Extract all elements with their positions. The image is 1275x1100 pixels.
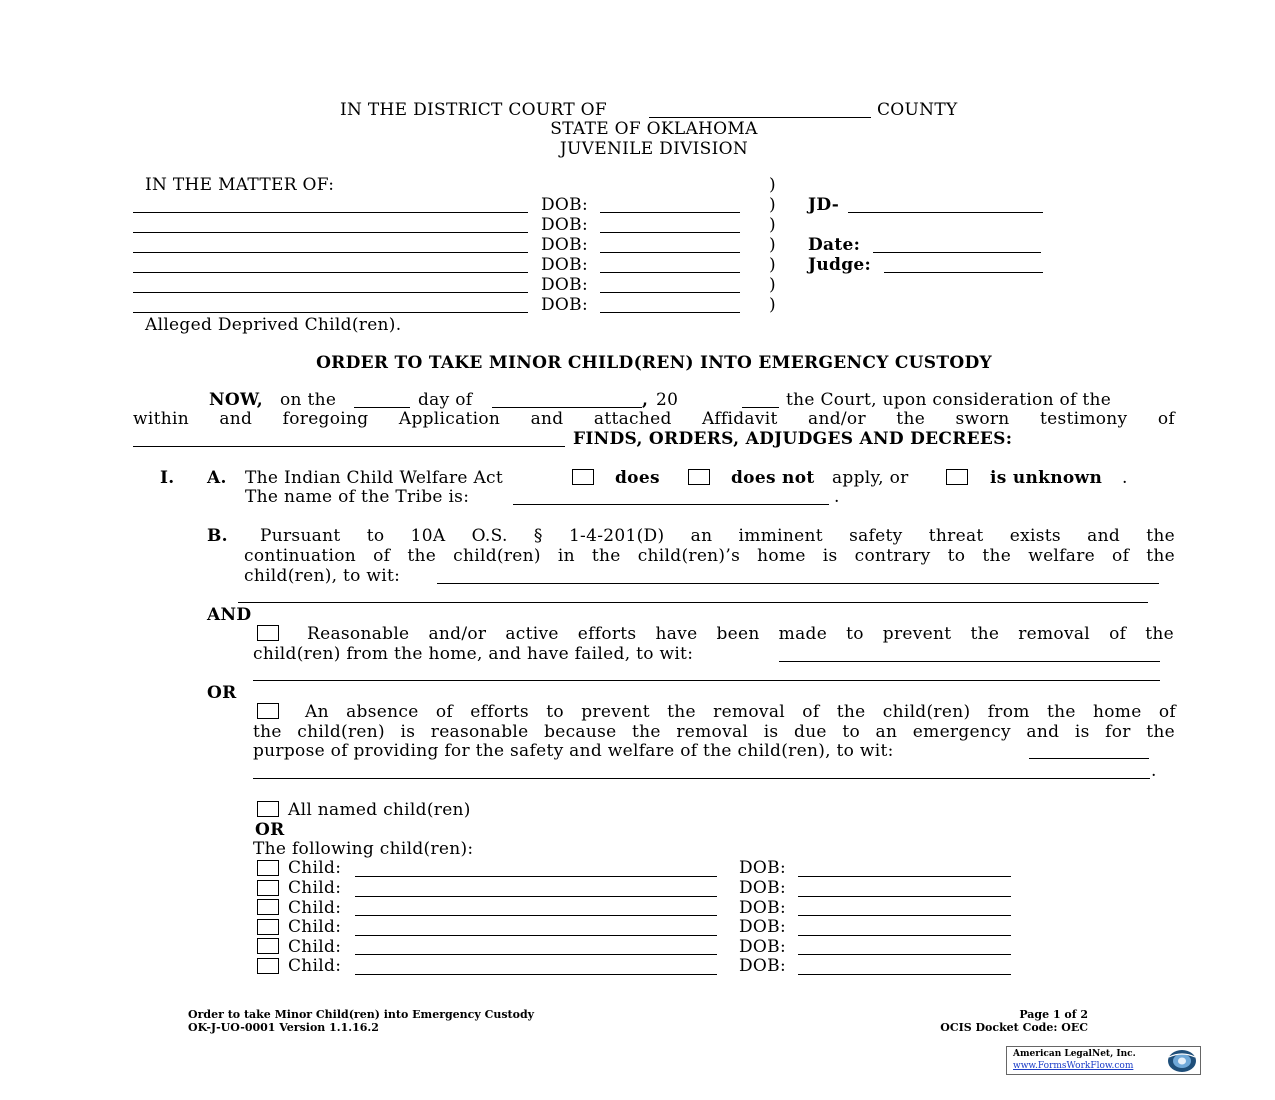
child-dob-line[interactable] — [798, 974, 1011, 975]
icwa-period: . — [1122, 468, 1128, 488]
footer-docket-code: OCIS Docket Code: OEC — [940, 1021, 1088, 1034]
date-label: Date: — [808, 235, 861, 255]
icwa-does-not-checkbox[interactable] — [688, 469, 710, 485]
child-dob-label: DOB: — [739, 858, 786, 878]
caption-paren: ) — [769, 195, 776, 215]
dob-line[interactable] — [600, 272, 740, 273]
all-named-checkbox[interactable] — [257, 801, 279, 817]
item-b-letter: B. — [207, 526, 228, 546]
footer-form-id: OK-J-UO-0001 Version 1.1.16.2 — [188, 1021, 379, 1034]
child-dob-label: DOB: — [739, 898, 786, 918]
now-label: NOW, — [209, 390, 263, 410]
reasonable-efforts-line-2[interactable] — [253, 680, 1160, 681]
caption-paren: ) — [769, 215, 776, 235]
judge-label: Judge: — [808, 255, 872, 275]
dob-line[interactable] — [600, 292, 740, 293]
child-dob-label: DOB: — [739, 917, 786, 937]
child-name-line[interactable] — [355, 915, 717, 916]
child-dob-line[interactable] — [798, 954, 1011, 955]
child-checkbox[interactable] — [257, 919, 279, 935]
child-label: Child: — [288, 937, 342, 957]
item-a-letter: A. — [207, 468, 227, 488]
child-name-line[interactable] — [355, 876, 717, 877]
child-dob-line[interactable] — [798, 876, 1011, 877]
state-heading: STATE OF OKLAHOMA — [550, 119, 758, 139]
absence-line-1: An absence of efforts to prevent the removal of the child(ren) from the home of — [305, 702, 1176, 722]
absence-efforts-line-2[interactable] — [253, 778, 1150, 779]
absence-line-3: purpose of providing for the safety and welfare of the child(ren), to wit: — [253, 741, 894, 761]
child-name-line[interactable] — [133, 212, 528, 213]
logo-company-name: American LegalNet, Inc. — [1013, 1049, 1136, 1059]
dob-label: DOB: — [541, 295, 588, 315]
dob-line[interactable] — [600, 312, 740, 313]
child-name-line[interactable] — [355, 896, 717, 897]
child-checkbox[interactable] — [257, 899, 279, 915]
child-checkbox[interactable] — [257, 958, 279, 974]
child-dob-label: DOB: — [739, 937, 786, 957]
globe-icon — [1165, 1048, 1199, 1074]
caption-paren: ) — [769, 235, 776, 255]
item-b-line-2: continuation of the child(ren) in the child(ren)’s home is contrary to the welfare of the — [244, 546, 1175, 566]
american-legalnet-logo[interactable] — [1006, 1046, 1201, 1075]
day-blank[interactable] — [354, 407, 410, 408]
icwa-unknown-label: is unknown — [990, 468, 1103, 488]
testimony-blank[interactable] — [133, 446, 565, 447]
child-dob-line[interactable] — [798, 915, 1011, 916]
child-dob-label: DOB: — [739, 878, 786, 898]
year-20-text: 20 — [656, 390, 679, 410]
safety-threat-line-2[interactable] — [238, 602, 1148, 603]
day-of-text: day of — [418, 390, 473, 410]
reasonable-line-1: Reasonable and/or active efforts have been made to prevent the removal of the — [307, 624, 1174, 644]
child-name-line[interactable] — [133, 232, 528, 233]
section-i-numeral: I. — [160, 468, 175, 488]
caption-paren: ) — [769, 275, 776, 295]
child-dob-line[interactable] — [798, 935, 1011, 936]
icwa-does-checkbox[interactable] — [572, 469, 594, 485]
dob-line[interactable] — [600, 212, 740, 213]
child-name-line[interactable] — [355, 974, 717, 975]
logo-url-link[interactable]: www.FormsWorkFlow.com — [1013, 1061, 1134, 1071]
child-name-line[interactable] — [133, 292, 528, 293]
judge-line[interactable] — [884, 272, 1043, 273]
dob-label: DOB: — [541, 255, 588, 275]
child-label: Child: — [288, 917, 342, 937]
child-label: Child: — [288, 858, 342, 878]
absence-efforts-line[interactable] — [1029, 758, 1149, 759]
icwa-unknown-checkbox[interactable] — [946, 469, 968, 485]
county-blank[interactable] — [649, 117, 871, 118]
footer-form-title: Order to take Minor Child(ren) into Emergency Custody — [188, 1008, 535, 1021]
child-dob-line[interactable] — [798, 896, 1011, 897]
all-named-label: All named child(ren) — [288, 800, 471, 820]
court-line-suffix: COUNTY — [877, 100, 958, 120]
dob-label: DOB: — [541, 195, 588, 215]
intro-line-2: within and foregoing Application and attached Affidavit and/or the sworn testimony of — [133, 409, 1175, 429]
dob-label: DOB: — [541, 235, 588, 255]
absence-line-2: the child(ren) is reasonable because the removal is due to an emergency and is for the — [253, 722, 1175, 742]
year-blank[interactable] — [742, 407, 779, 408]
date-line[interactable] — [873, 252, 1041, 253]
tribe-name-line[interactable] — [513, 504, 829, 505]
child-label: Child: — [288, 878, 342, 898]
child-dob-label: DOB: — [739, 956, 786, 976]
or-label-2: OR — [255, 820, 285, 840]
finds-orders-text: FINDS, ORDERS, ADJUDGES AND DECREES: — [573, 429, 1013, 449]
safety-threat-line[interactable] — [437, 583, 1159, 584]
court-upon-text: the Court, upon consideration of the — [786, 390, 1112, 410]
reasonable-line-2: child(ren) from the home, and have failed, to wit: — [253, 644, 694, 664]
child-checkbox[interactable] — [257, 938, 279, 954]
caption-paren: ) — [769, 255, 776, 275]
dob-line[interactable] — [600, 252, 740, 253]
dob-label: DOB: — [541, 275, 588, 295]
child-label: Child: — [288, 956, 342, 976]
item-b-line-3: child(ren), to wit: — [244, 566, 401, 586]
child-name-line[interactable] — [355, 954, 717, 955]
footer-page-number: Page 1 of 2 — [1019, 1008, 1088, 1021]
caption-paren: ) — [769, 175, 776, 195]
child-checkbox[interactable] — [257, 860, 279, 876]
dob-line[interactable] — [600, 232, 740, 233]
absence-efforts-checkbox[interactable] — [257, 703, 279, 719]
on-the-text: on the — [280, 390, 337, 410]
child-name-line[interactable] — [355, 935, 717, 936]
item-b-line-1: Pursuant to 10A O.S. § 1-4-201(D) an imminent safety threat exists and the — [260, 526, 1175, 546]
tribe-label: The name of the Tribe is: — [245, 487, 470, 507]
child-name-line[interactable] — [133, 252, 528, 253]
icwa-text: The Indian Child Welfare Act — [245, 468, 503, 488]
and-label: AND — [207, 605, 252, 625]
division-heading: JUVENILE DIVISION — [559, 139, 749, 159]
reasonable-efforts-checkbox[interactable] — [257, 625, 279, 641]
month-comma: , — [642, 390, 649, 410]
absence-period: . — [1151, 761, 1157, 781]
reasonable-efforts-line[interactable] — [779, 661, 1160, 662]
following-children-label: The following child(ren): — [253, 839, 474, 859]
icwa-does-label: does — [615, 468, 660, 488]
dob-label: DOB: — [541, 215, 588, 235]
child-label: Child: — [288, 898, 342, 918]
in-the-matter-label: IN THE MATTER OF: — [145, 175, 335, 195]
child-checkbox[interactable] — [257, 880, 279, 896]
jd-label: JD- — [808, 195, 840, 215]
document-title: ORDER TO TAKE MINOR CHILD(REN) INTO EMERGENCY CUSTODY — [316, 353, 992, 373]
or-label: OR — [207, 683, 237, 703]
apply-or-text: apply, or — [832, 468, 909, 488]
alleged-deprived-label: Alleged Deprived Child(ren). — [145, 315, 402, 335]
month-blank[interactable] — [492, 407, 642, 408]
caption-paren: ) — [769, 295, 776, 315]
court-line-prefix: IN THE DISTRICT COURT OF — [340, 100, 608, 120]
icwa-does-not-label: does not — [731, 468, 815, 488]
child-name-line[interactable] — [133, 312, 528, 313]
child-name-line[interactable] — [133, 272, 528, 273]
jd-number-line[interactable] — [848, 212, 1043, 213]
tribe-period: . — [834, 487, 840, 507]
